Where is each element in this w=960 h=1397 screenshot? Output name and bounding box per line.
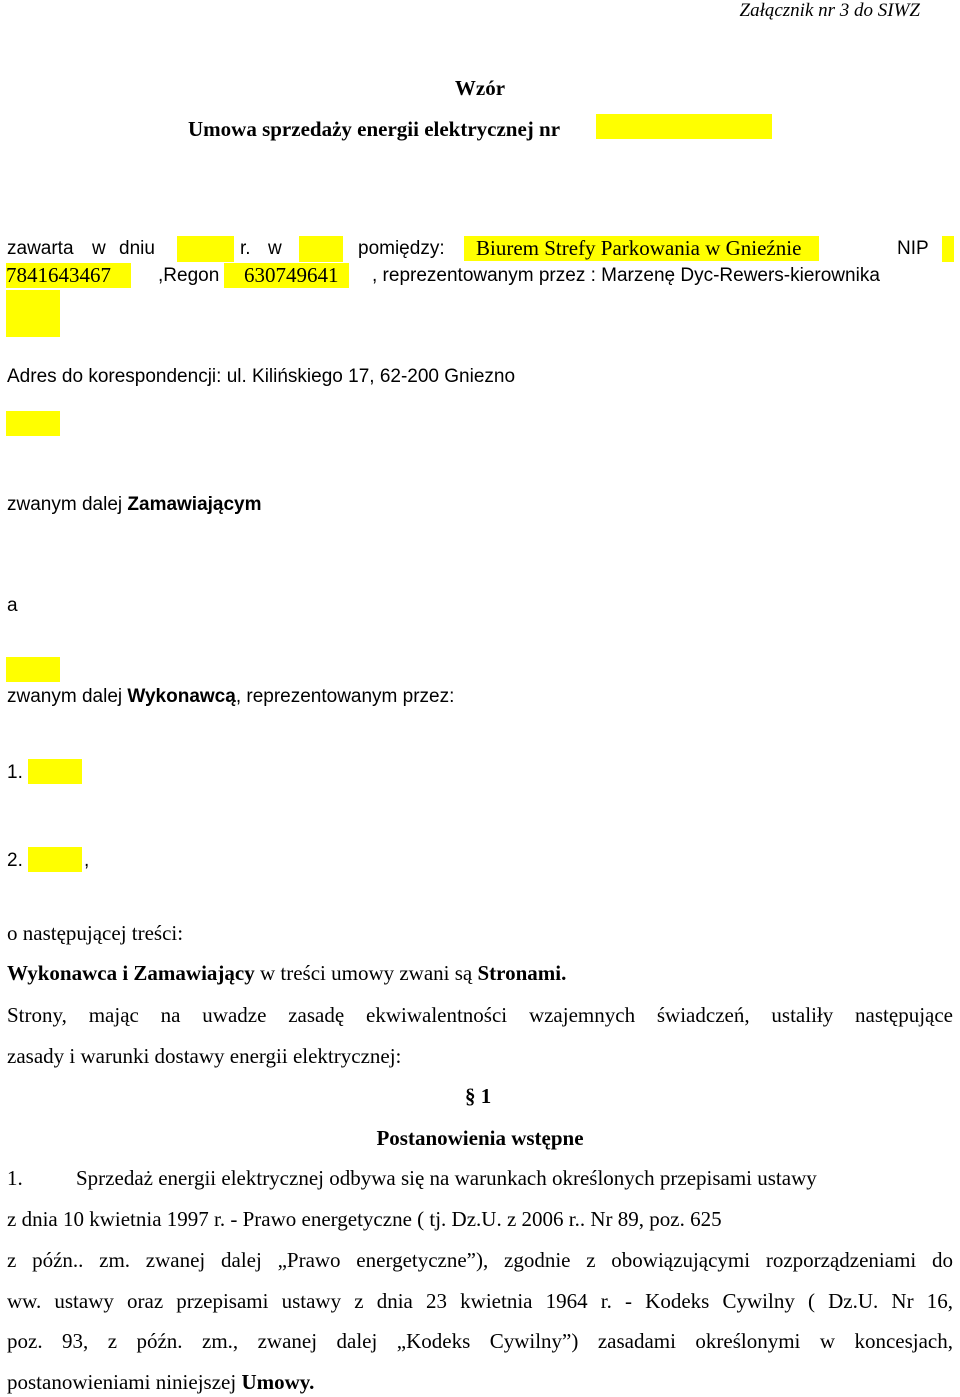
rep-2-comma: , — [84, 850, 90, 871]
section-1-heading: Postanowienia wstępne — [376, 1126, 584, 1150]
address: Adres do korespondencji: ul. Kilińskiego 17, 62-200 Gniezno — [7, 366, 516, 387]
contractor-highlight — [6, 657, 60, 682]
called-wykonawca — [7, 686, 454, 708]
nip-value: 7841643467 — [6, 263, 131, 288]
intro-para-line2: zasady i warunki dostawy energii elektrycznej: — [7, 1044, 402, 1068]
item-1-line6-text: postanowieniami niniejszej — [7, 1370, 242, 1394]
representation-text: , reprezentowanym przez : Marzenę Dyc-Rewers-kierownika — [372, 265, 880, 286]
conjunction-a: a — [7, 595, 18, 616]
rep-2-number: 2. — [7, 850, 23, 871]
text-r: r. — [240, 238, 251, 259]
sides-middle: w treści umowy zwani są — [254, 961, 478, 985]
text-w: w — [92, 238, 106, 259]
section-1-symbol: § 1 — [465, 1084, 492, 1108]
contract-title: Umowa sprzedaży energii elektrycznej nr — [188, 117, 561, 141]
contractor-prefix: zwanym dalej — [7, 686, 128, 707]
regon-value: 630749641 — [224, 263, 349, 288]
sides-definition — [7, 961, 566, 986]
regon-label: ,Regon — [158, 265, 220, 286]
text-w2: w — [268, 238, 282, 259]
sides-names: Wykonawca i Zamawiający — [7, 961, 255, 985]
called-prefix: zwanym dalej — [7, 494, 128, 515]
intro-para-line1: Strony, mając na uwadze zasadę ekwiwalentności wzajemnych świadczeń, ustaliły następujące — [7, 1003, 953, 1027]
item-1-line6-term: Umowy. — [241, 1370, 315, 1394]
item-1-number: 1. — [7, 1166, 23, 1190]
nip-highlight — [942, 236, 954, 262]
called-zamawiajacy — [7, 494, 262, 516]
place-highlight — [299, 236, 343, 262]
item-1-line4: ww. ustawy oraz przepisami ustawy z dnia 23 kwietnia 1964 r. - Kodeks Cywilny ( Dz.U. Nr 16, — [7, 1289, 953, 1313]
date-highlight — [177, 236, 234, 262]
rep-2-highlight — [28, 847, 82, 872]
item-1-line6 — [7, 1370, 314, 1395]
text-dniu: dniu — [119, 238, 155, 259]
text-pomiedzy: pomiędzy: — [358, 238, 445, 259]
contract-number-highlight — [596, 114, 772, 139]
text-zawarta: zawarta — [7, 238, 74, 259]
contractor-suffix: , reprezentowanym przez: — [235, 686, 455, 707]
item-1-line2: z dnia 10 kwietnia 1997 r. - Prawo energetyczne ( tj. Dz.U. z 2006 r.. Nr 89, poz. 625 — [7, 1207, 722, 1231]
contractor-name: Wykonawcą — [127, 686, 236, 707]
called-name: Zamawiającym — [127, 494, 262, 515]
blank-highlight-2 — [6, 411, 60, 436]
sides-term: Stronami. — [477, 961, 567, 985]
content-intro: o następującej treści: — [7, 921, 184, 945]
rep-1-number: 1. — [7, 762, 23, 783]
annex-label: Załącznik nr 3 do SIWZ — [739, 0, 920, 21]
blank-highlight-1 — [6, 290, 60, 337]
rep-1-highlight — [28, 759, 82, 784]
item-1-line1: Sprzedaż energii elektrycznej odbywa się na warunkach określonych przepisami ustawy — [76, 1166, 817, 1190]
item-1-line3: z późn.. zm. zwanej dalej „Prawo energetyczne”), zgodnie z obowiązującymi rozporządzeniami do — [7, 1248, 953, 1272]
item-1-line5: poz. 93, z późn. zm., zwanej dalej „Kodeks Cywilny”) zasadami określonymi w koncesjach, — [7, 1329, 953, 1353]
title-wzor: Wzór — [454, 76, 506, 100]
buyer-name: Biurem Strefy Parkowania w Gnieźnie — [464, 236, 819, 261]
nip-label: NIP — [897, 238, 929, 259]
